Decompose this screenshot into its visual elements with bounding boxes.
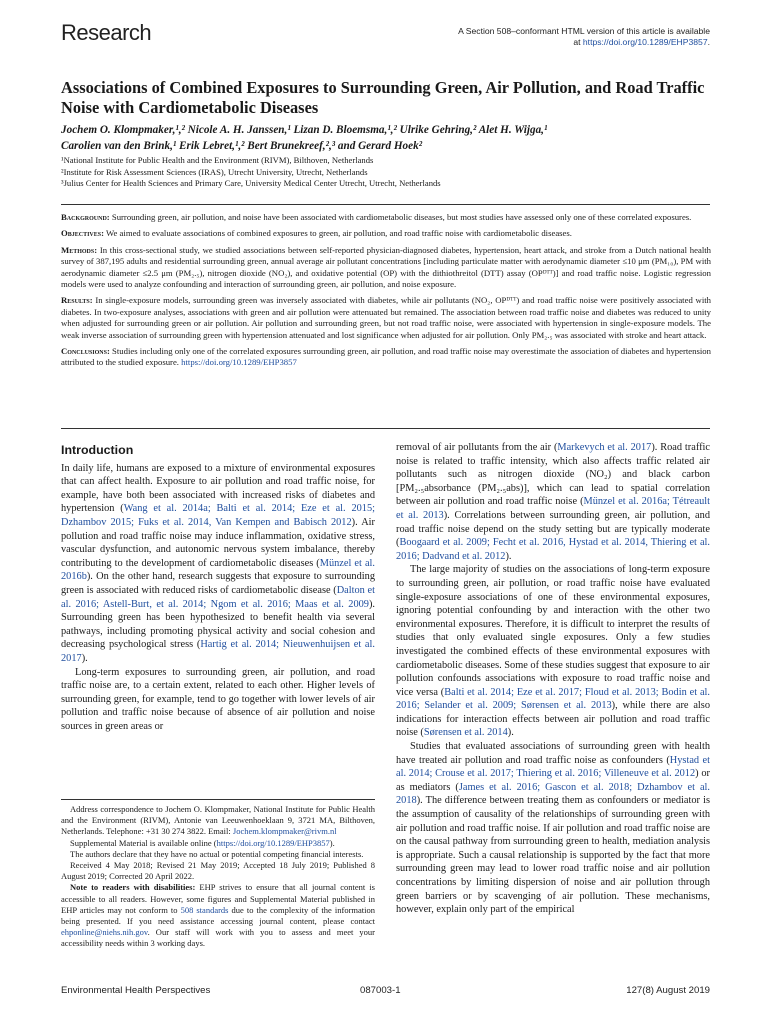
abstract [61,212,711,374]
intro-p1-citations[interactable]: Wang et al. 2014a; Balti et al. 2014; Eze et al. 2015; Dzhambov 2015; Fuks et al. 2014, Van Kempen and Babisch 2012 [61,503,376,528]
r1c-citations[interactable]: Boogaard et al. 2009; Fecht et al. 2016, Hystad et al. 2014, Thiering et al. 2016; Dadvand et al. 2012 [396,537,710,562]
left-column [61,444,375,733]
authors-line-1: Jochem O. Klompmaker,¹,² Nicole A. H. Janssen,¹ Lizan D. Bloemsma,¹,² Ulrike Gehring,² Alet H. Wijga,¹ [61,124,548,136]
abstract-doi-link[interactable]: https://doi.org/10.1289/EHP3857 [181,357,297,368]
footnote-rule [61,799,375,800]
r2c-text: ). [507,727,514,739]
footnote-supplemental-text: Supplemental Material is available online ( [70,837,217,848]
r2a-text: The large majority of studies on the associations of long-term exposure to surrounding green, air pollution, or road traffic noise have evaluated single-exposure associations of one of these environmental exposures, ignoring potential confounding by and interaction with the other two environmental exposures. Therefore, it is difficult to interpret the results of studies that only evaluated single exposures. Only a few studies investigated the combined effects of these environmental exposures with cardiometabolic diseases. Some of these studies suggest that exposure to air pollution confounds associations with exposure to road traffic noise and vice versa ( [396,564,710,698]
r1a-text: removal of air pollutants from the air ( [396,442,558,453]
intro-p1c-text: ). On the other hand, research suggests that exposure to surrounding green is associated with reduced risks of cardiometabolic disease ( [61,571,375,596]
abstract-background [61,212,711,223]
abstract-results [61,295,711,341]
footnotes [61,804,375,950]
footer-issue: 127(8) August 2019 [626,985,710,996]
r2b-citations[interactable]: Sørensen et al. 2014 [423,727,508,739]
abstract-methods-text: In this cross-sectional study, we studied associations between self-reported physician-diagnosed diabetes, hypertension, heart attack, and stroke from a Dutch national health survey of 387,195 adults and residential surrounding green, annual average air pollutant concentrations [including particulate matter with aerodynamic diameter ≤10 μm (PM₁₀), PM with aerodynamic diameter ≤2.5 μm (PM₂.₅), nitrogen dioxide (NO₂), and oxidative potential (OP) with the dithiothreitol (DTT) assay (OPᴰᵀᵀ)] and road traffic noise. Logistic regression models were used to analyze confounding and interaction of surrounding green, air pollution, and noise exposure. [61,244,711,290]
intro-p1e-text: ). [81,652,88,664]
intro-p1b-text: ). Air pollution and road traffic noise may induce inflammation, oxidative stress, vascular dysfunction, and autonomic nervous system imbalance, thereby contributing to the development of cardiometabolic diseases ( [61,516,375,569]
r1b-citations[interactable]: Münzel et al. 2016a; Tétreault et al. 2013 [396,496,710,521]
html-version-note-text: A Section 508–conformant HTML version of this article is available at [458,26,710,47]
intro-paragraph-2: Long-term exposures to surrounding green, air pollution, and road traffic noise are, to a certain extent, related to each other. Higher levels of surrounding green, for example, tend to go together with lower levels of air pollution and traffic noise because of absence of air pollution and noise sources in green areas or [61,666,375,732]
affiliation-2: ²Institute for Risk Assessment Sciences (IRAS), Utrecht University, Utrecht, Netherlands [61,166,368,177]
r3a-text: Studies that evaluated associations of surrounding green with health have treated air pollution and road traffic noise as confounders ( [396,741,710,766]
r3b-text: ) or as mediators ( [396,768,710,793]
right-paragraph-1 [396,441,710,563]
abstract-top-rule [61,204,710,205]
abstract-methods [61,245,711,291]
abstract-methods-label: Methods: [61,244,98,255]
footer-page-number: 087003-1 [360,985,401,996]
affiliation-1: ¹National Institute for Public Health and the Environment (RIVM), Bilthoven, Netherlands [61,155,374,165]
author-list [61,122,721,154]
footnote-address-text: Address correspondence to Jochem O. Klompmaker, National Institute for Public Health and the Environment (RIVM), Antonie van Leeuwenhoeklaan 9, 3721 MA, Bilthoven, Netherlands. Telephone: +31 30 274 3822. Email: [61,804,375,837]
abstract-results-label: Results: [61,295,93,306]
section-label: Research [61,20,152,45]
abstract-bottom-rule [61,428,710,429]
intro-p1-text: In daily life, humans are exposed to a mixture of environmental exposures that can affect health. Exposure to air pollution and road traffic noise, for example, have both been associated with increased risks of diabetes and hypertension ( [61,462,375,515]
introduction-heading: Introduction [61,443,134,457]
html-version-note [450,26,710,48]
affiliations [61,155,721,190]
footnote-disabilities-label: Note to readers with disabilities: [70,882,196,893]
r3c-text: ). The difference between treating them as confounders or mediator is the assumption of causality of the relationships of surrounding green with air pollution and road traffic noise. If air pollution and road traffic noise are on the causal pathway from surrounding green to health, mediation analysis is appropriate. Such a causal relationship is supported by the fact that more surrounding green may lead to lower road traffic noise and air pollution concentrations by limiting dispersion of noise and air pollution through green barriers or by scavenging of air pollution. These mechanisms, however, explain only part of the empirical [396,795,710,916]
ehp-contact-email-link[interactable]: ehponline@niehs.nih.gov [61,927,148,938]
html-version-doi-link[interactable]: https://doi.org/10.1289/EHP3857 [582,37,708,47]
abstract-conclusions-label: Conclusions: [61,346,110,357]
abstract-results-text: In single-exposure models, surrounding green was inversely associated with diabetes, while air pollutants (NO₂, OPᴰᵀᵀ) and road traffic noise were positively associated with diabetes. In two-exposure analyses, associations with green and air pollution were attenuated but remained. The association between road traffic noise and diabetes was reduced to unity when adjusted for surrounding green or air pollution. Air pollution and surrounding green, but not road traffic noise, were associated with hypertension in single-exposure models. The weak inverse association of surrounding green with hypertension attenuated and lost significance when adjusted for air pollution. Only PM₂.₅ was associated with stroke and heart attack. [61,295,711,340]
r2a-citations[interactable]: Balti et al. 2014; Eze et al. 2017; Floud et al. 2013; Bodin et al. 2016; Selander et al. 2009; Sørensen et al. 2013 [396,686,710,712]
abstract-objectives-text: We aimed to evaluate associations of combined exposures to green, air pollution, and road traffic noise with cardiometabolic diseases. [104,228,572,239]
intro-paragraph-1 [61,462,375,666]
footer-journal-name: Environmental Health Perspectives [61,985,211,996]
article-title: Associations of Combined Exposures to Surrounding Green, Air Pollution, and Road Traffic Noise with Cardiometabolic Diseases [61,78,705,117]
right-paragraph-3 [396,740,710,917]
footnote-supplemental [61,838,375,849]
intro-p1d-text: ). Surrounding green has been hypothesized to benefit health via several pathways, including promoting physical activity and social cohesion and decreasing psychological stress ( [61,598,375,651]
footnote-disabilities-text-1: EHP strives to ensure that all journal content is accessible to all readers. However, some figures and Supplemental Material published in EHP articles may not conform to [61,882,375,915]
508-standards-link[interactable]: 508 standards [180,904,229,915]
r1b-text: ). Road traffic noise is related to traffic intensity, which also affects traffic related air pollutants such as nitrogen dioxide (NO₂) and black carbon [PM₂.₅absorbance (PM₂.₅abs)], which can lead to spatial correlation between air pollution and road traffic noise ( [396,442,710,508]
footnote-disabilities-text-2: due to the complexity of the information being presented. If you need assistance accessing journal content, please contact [61,904,376,927]
footnote-competing-interests: The authors declare that they have no actual or potential competing financial interests. [70,848,364,859]
footnote-disabilities-text-3: . Our staff will work with you to assess and meet your accessibility needs within 3 working days. [61,927,375,949]
footnote-disabilities [61,882,375,949]
footnote-address [61,804,375,838]
r1c-text: ). Correlations between surrounding green, air pollution, and road traffic noise depend on the study setting but are typically moderate ( [396,509,710,549]
r2b-text: ), while there are also indications for interaction effects between air pollution and road traffic noise ( [396,700,710,739]
r3a-citations[interactable]: Hystad et al. 2014; Crouse et al. 2017; Thiering et al. 2016; Villeneuve et al. 2012 [396,754,710,780]
abstract-objectives [61,228,711,239]
abstract-objectives-label: Objectives: [61,228,104,239]
correspondence-email-link[interactable]: Jochem.klompmaker@rivm.nl [232,826,337,837]
footnote-supplemental-end: ). [329,837,335,848]
abstract-conclusions [61,346,711,369]
html-version-note-end: . [707,37,710,47]
intro-p1d-citations[interactable]: Hartig et al. 2014; Nieuwenhuijsen et al. 2017 [61,639,375,664]
intro-p1c-citations[interactable]: Dalton et al. 2016; Astell-Burt, et al. 2014; Ngom et al. 2016; Maas et al. 2009 [61,584,375,610]
authors-line-2: Carolien van den Brink,¹ Erik Lebret,¹,² Bert Brunekreef,²,³ and Gerard Hoek² [61,140,423,152]
right-paragraph-2 [396,563,710,740]
abstract-conclusions-text: Studies including only one of the correlated exposures surrounding green, air pollution, and road traffic noise may overestimate the association of diabetes and hypertension attributed to the studied exposure. [61,346,711,368]
r1a-citations[interactable]: Markevych et al. 2017 [557,442,652,453]
right-column [396,441,710,917]
r1d-text: ). [505,550,512,562]
abstract-background-label: Background: [61,212,110,222]
affiliation-3: ³Julius Center for Health Sciences and Primary Care, University Medical Center Utrecht, Utrecht, Netherlands [61,178,441,188]
abstract-background-text: Surrounding green, air pollution, and noise have been associated with cardiometabolic diseases, but most studies have assessed only one of these correlated exposures. [109,212,692,222]
supplemental-doi-link[interactable]: https://doi.org/10.1289/EHP3857 [216,837,330,848]
intro-p1b-citations[interactable]: Münzel et al. 2016b [61,557,375,583]
footnote-dates: Received 4 May 2018; Revised 21 May 2019; Accepted 18 July 2019; Published 8 August 2019; Corrected 20 April 2022. [61,860,375,882]
r3b-citations[interactable]: James et al. 2016; Gascon et al. 2018; Dzhambov et al. 2018 [396,781,711,807]
